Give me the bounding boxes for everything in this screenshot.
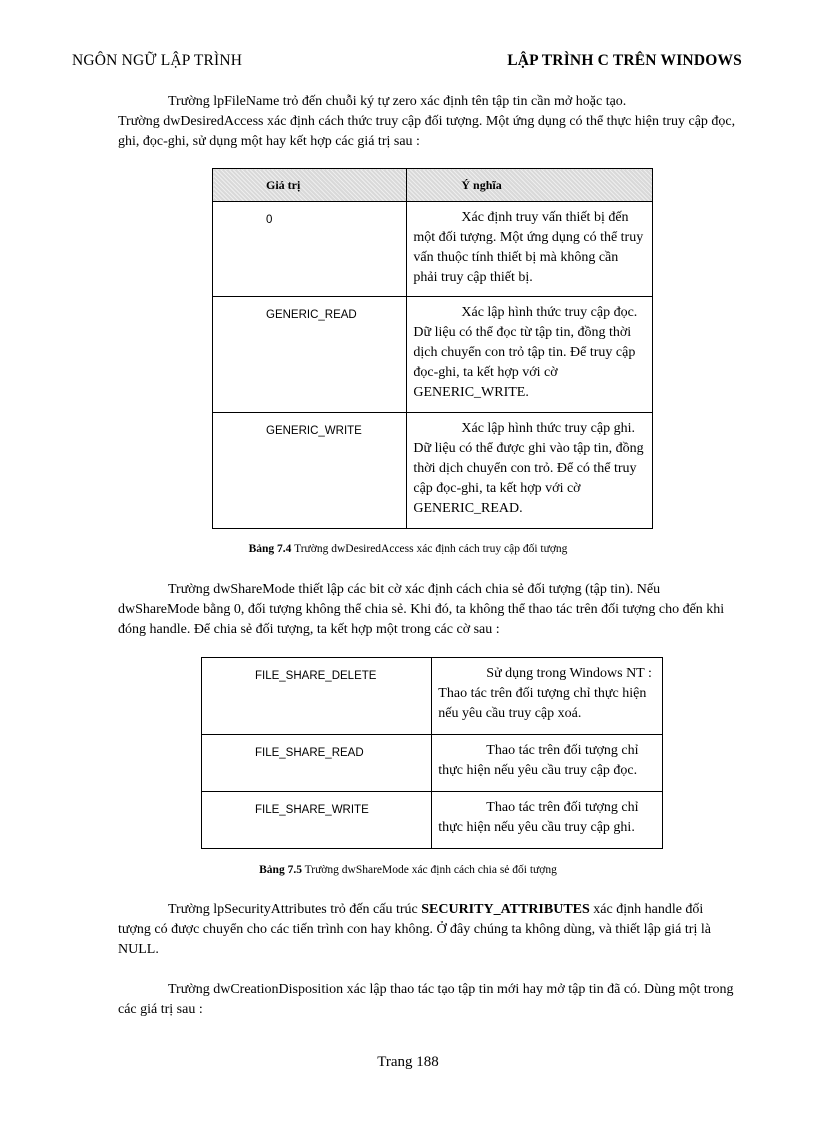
security-struct-name: SECURITY_ATTRIBUTES — [421, 902, 590, 917]
security-text-after: xác định handle đối tượng có được chuyển cho các tiến trình con hay không. Ở đây chúng ta không dùng, và thiết lập giá trị là NULL. — [118, 902, 711, 957]
cell-meaning: Thao tác trên đối tượng chỉ thực hiện nếu yêu cầu truy cập ghi. — [432, 792, 663, 849]
column-header-meaning: Ý nghĩa — [407, 169, 653, 202]
security-text-before: Trường lpSecurityAttributes trỏ đến cấu trúc — [168, 902, 422, 917]
intro-line-filename: Trường lpFileName trỏ đến chuỗi ký tự zero xác định tên tập tin cần mở hoặc tạo. — [168, 94, 627, 109]
cell-value: FILE_SHARE_DELETE — [202, 658, 432, 735]
cell-value: GENERIC_WRITE — [213, 413, 407, 529]
table-row — [213, 297, 653, 413]
cell-value: FILE_SHARE_WRITE — [202, 792, 432, 849]
cell-meaning: Xác lập hình thức truy cập đọc. Dữ liệu có thể đọc từ tập tin, đồng thời dịch chuyển con trỏ tập tin. Để truy cập đọc-ghi, ta kết hợp với cờ GENERIC_WRITE. — [407, 297, 653, 413]
cell-meaning: Sử dụng trong Windows NT : Thao tác trên đối tượng chỉ thực hiện nếu yêu cầu truy cập xoá. — [432, 658, 663, 735]
column-header-value: Giá trị — [213, 169, 407, 202]
table-row — [202, 658, 663, 735]
intro-paragraph — [118, 92, 738, 152]
page-number: Trang 188 — [377, 1054, 439, 1070]
cell-meaning: Xác định truy vấn thiết bị đến một đối tượng. Một ứng dụng có thể truy vấn thuộc tính thiết bị mà không cần phải truy cập thiết bị. — [407, 202, 653, 297]
sharemode-text: Trường dwShareMode thiết lập các bit cờ xác định cách chia sẻ đối tượng (tập tin). Nếu dwShareMode bằng 0, đối tượng không thể chia sẻ. Khi đó, ta không thể thao tác trên đối tượng cho đến khi đóng handle. Để chia sẻ đối tượng, ta kết hợp một trong các cờ sau : — [118, 582, 725, 637]
header-left-title: NGÔN NGỮ LẬP TRÌNH — [72, 52, 243, 69]
table-row — [202, 735, 663, 792]
cell-value: FILE_SHARE_READ — [202, 735, 432, 792]
creation-paragraph — [118, 980, 738, 1020]
share-mode-table — [201, 657, 663, 849]
cell-meaning: Xác lập hình thức truy cập ghi. Dữ liệu có thể được ghi vào tập tin, đồng thời dịch chuyển con trỏ. Để có thể truy cập đọc-ghi, ta kết hợp với cờ GENERIC_READ. — [407, 413, 653, 529]
table-row — [213, 413, 653, 529]
intro-line-desiredaccess: Trường dwDesiredAccess xác định cách thức truy cập đối tượng. Một ứng dụng có thể thực hiện truy cập đọc, ghi, đọc-ghi, sử dụng một hay kết hợp các giá trị sau : — [118, 114, 736, 149]
cell-value: GENERIC_READ — [213, 297, 407, 413]
desired-access-table — [212, 168, 653, 529]
header-right-title: LẬP TRÌNH C TRÊN WINDOWS — [507, 52, 742, 69]
table-header-row — [213, 169, 653, 202]
sharemode-paragraph — [118, 580, 738, 640]
caption-label: Bảng 7.5 — [259, 864, 302, 876]
creation-text: Trường dwCreationDisposition xác lập thao tác tạo tập tin mới hay mở tập tin đã có. Dùng một trong các giá trị sau : — [118, 982, 734, 1017]
caption-text: Trường dwDesiredAccess xác định cách truy cập đối tượng — [291, 543, 568, 555]
cell-value: 0 — [213, 202, 407, 297]
table-row — [213, 202, 653, 297]
cell-meaning: Thao tác trên đối tượng chỉ thực hiện nếu yêu cầu truy cập đọc. — [432, 735, 663, 792]
security-paragraph — [118, 900, 738, 960]
table-row — [202, 792, 663, 849]
caption-text: Trường dwShareMode xác định cách chia sẻ đối tượng — [301, 864, 557, 876]
caption-label: Bảng 7.4 — [248, 543, 292, 555]
table-7-4-caption — [0, 543, 816, 555]
table-7-5-caption — [0, 864, 816, 876]
